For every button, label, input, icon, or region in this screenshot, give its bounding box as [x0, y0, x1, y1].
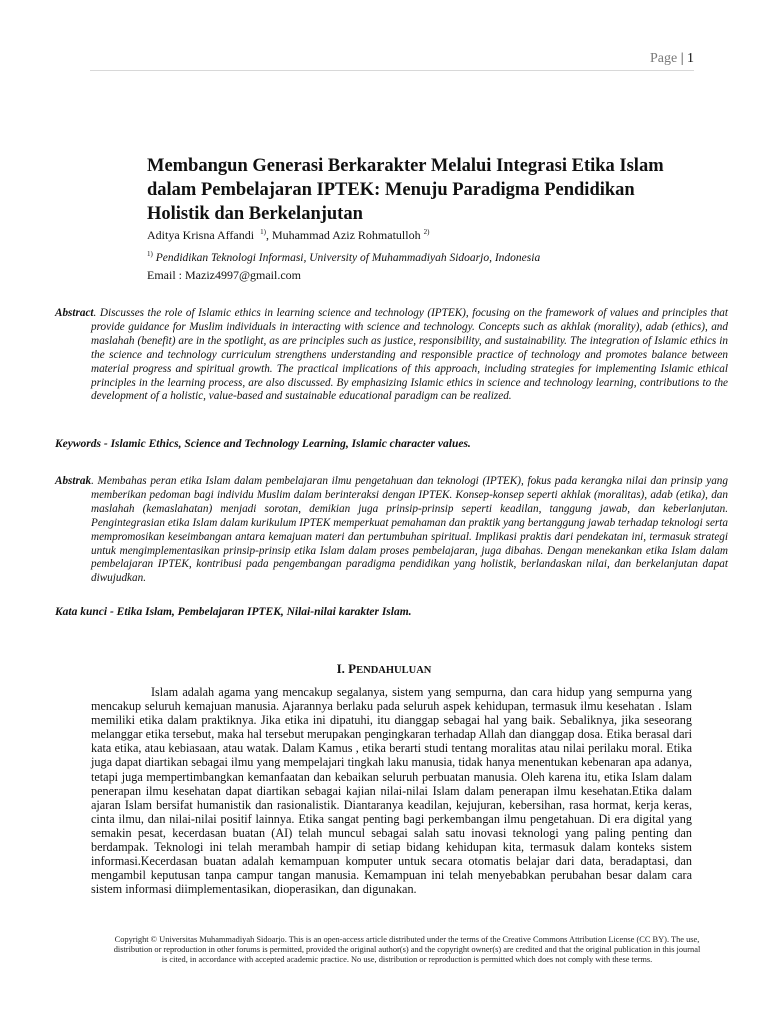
- affiliation: [147, 250, 540, 264]
- author-affiliation-marker: 2): [423, 228, 430, 236]
- abstract-label: Abstract: [55, 307, 94, 319]
- header-divider: [90, 70, 694, 71]
- abstract-indonesian: [55, 475, 728, 586]
- section-heading: [0, 661, 768, 677]
- section-heading-rest: ENDAHULUAN: [356, 665, 432, 676]
- author-name: Aditya Krisna Affandi: [147, 228, 255, 242]
- keywords-indonesian: Kata kunci - Etika Islam, Pembelajaran IPTEK, Nilai-nilai karakter Islam.: [55, 606, 412, 618]
- section-heading-lead: I. P: [336, 661, 357, 676]
- affiliation-text: Pendidikan Teknologi Informasi, University of Muhammadiyah Sidoarjo, Indonesia: [155, 251, 541, 264]
- author-email: Email : Maziz4997@gmail.com: [147, 268, 302, 282]
- page-separator: |: [680, 51, 684, 66]
- copyright-notice: Copyright © Universitas Muhammadiyah Sidoarjo. This is an open-access article distributed under the terms of the Creative Commons Attribution License (CC BY). The use, distribution or reproduction in other forums is permitted, provided the original author(s) and the copyright owner(s) are credited and that the original publication in this journal is cited, in accordance with accepted academic practice. No use, distribution or reproduction is permitted which does not comply with these terms.: [113, 935, 701, 964]
- abstract-text: . Discusses the role of Islamic ethics in learning science and technology (IPTEK), focusing on the framework of values and principles that provide guidance for Muslim individuals in interacting with science and technology. Concepts such as akhlak (morality), adab (ethics), and maslahah (benefit) are in the spotlight, as are principles such as justice, responsibility, and sustainability. The integration of Islamic ethics in the science and technology curriculum strengthens understanding and responsible practice of technology and promotes balance between material progress and spiritual growth. The practical implications of this approach, including strategies for implementing Islamic ethical principles in the learning process, are also discussed. By emphasizing Islamic ethics in science and technology learning, contributions to the development of a holistic, value-based and sustainable educational paradigm can be realized.: [91, 307, 728, 403]
- abstract-english: [55, 307, 728, 404]
- affiliation-marker: 1): [147, 250, 153, 258]
- page-number: 1: [687, 51, 694, 66]
- paper-title: Membangun Generasi Berkarakter Melalui Integrasi Etika Islam dalam Pembelajaran IPTEK: Menuju Paradigma Pendidikan Holistik dan Berkelanjutan: [147, 156, 664, 224]
- abstrak-label: Abstrak: [55, 475, 92, 487]
- author-affiliation-marker: 1): [260, 228, 266, 236]
- body-paragraph: Islam adalah agama yang mencakup segalanya, sistem yang sempurna, dan cara hidup yang sempurna yang mencakup seluruh kemajuan manusia. Ajarannya berlaku pada seluruh aspek kehidupan, termasuk ilmu kesehatan . Islam memiliki etika dalam praktiknya. Jika etika ini dipatuhi, itu dianggap sebagai hal yang baik. Sebaliknya, jika seseorang melanggar etika tersebut, maka hal tersebut merupakan pengingkaran terhadap Allah dan dianggap dosa. Etika berasal dari kata etika, atau kebiasaan, atau watak. Dalam Kamus , etika berarti studi tentang moralitas atau nilai perilaku moral. Etika juga dapat diartikan sebagai ilmu yang mempelajari tingkah laku manusia, tidak hanya menentukan kebenaran apa adanya, tetapi juga mempertimbangkan kemanfaatan dan kebaikan seluruh perbuatan manusia. Oleh karena itu, etika Islam dalam penerapan ilmu kesehatan dapat diartikan sebagai kajian nilai-nilai Islam dalam penerapan ilmu kesehatan.Etika dalam ajaran Islam bersifat humanistik dan rasionalistik. Diantaranya keadilan, kejujuran, kebersihan, rasa hormat, kerja keras, cinta ilmu, dan nilai-nilai positif lainnya. Etika sangat penting bagi perkembangan ilmu pengetahuan. Di era digital yang semakin pesat, kecerdasan buatan (AI) telah muncul sebagai salah satu inovasi teknologi yang paling penting dan berdampak. Teknologi ini telah merambah hampir di setiap bidang kehidupan kita, termasuk dalam konteks sistem informasi.Kecerdasan buatan adalah kemampuan komputer untuk secara otomatis belajar dari data, beradaptasi, dan mengambil keputusan tanpa campur tangan manusia. Kemampuan ini telah menyebabkan perubahan besar dalam cara sistem informasi diimplementasikan, dioperasikan, dan digunakan.: [91, 685, 692, 897]
- page-label: Page: [649, 51, 678, 66]
- abstrak-text: . Membahas peran etika Islam dalam pembelajaran ilmu pengetahuan dan teknologi (IPTEK), fokus pada kerangka nilai dan prinsip yang memberikan pedoman bagi individu Muslim dalam berinteraksi dengan IPTEK. Konsep-konsep seperti akhlak (moralitas), adab (etika), dan maslahah (kemaslahatan) menjadi sorotan, demikian juga prinsip-prinsip seperti keadilan, tanggung jawab, dan keberlanjutan. Pengintegrasian etika Islam dalam kurikulum IPTEK memperkuat pemahaman dan praktik yang bertanggung jawab terhadap teknologi serta mempromosikan keseimbangan antara kemajuan materi dan pertumbuhan spiritual. Implikasi praktis dari pendekatan ini, termasuk strategi untuk mengimplementasikan prinsip-prinsip etika Islam dalam proses pembelajaran, juga dibahas. Dengan menekankan etika Islam dalam pembelajaran IPTEK, kontribusi pada pengembangan paradigma pendidikan yang holistik, berlandaskan nilai, dan berkelanjutan dapat diwujudkan.: [91, 475, 728, 585]
- author-name: , Muhammad Aziz Rohmatulloh: [265, 228, 421, 242]
- keywords-english: Keywords - Islamic Ethics, Science and Technology Learning, Islamic character values.: [55, 438, 471, 450]
- page-header: [650, 51, 694, 67]
- author-list: [147, 228, 429, 243]
